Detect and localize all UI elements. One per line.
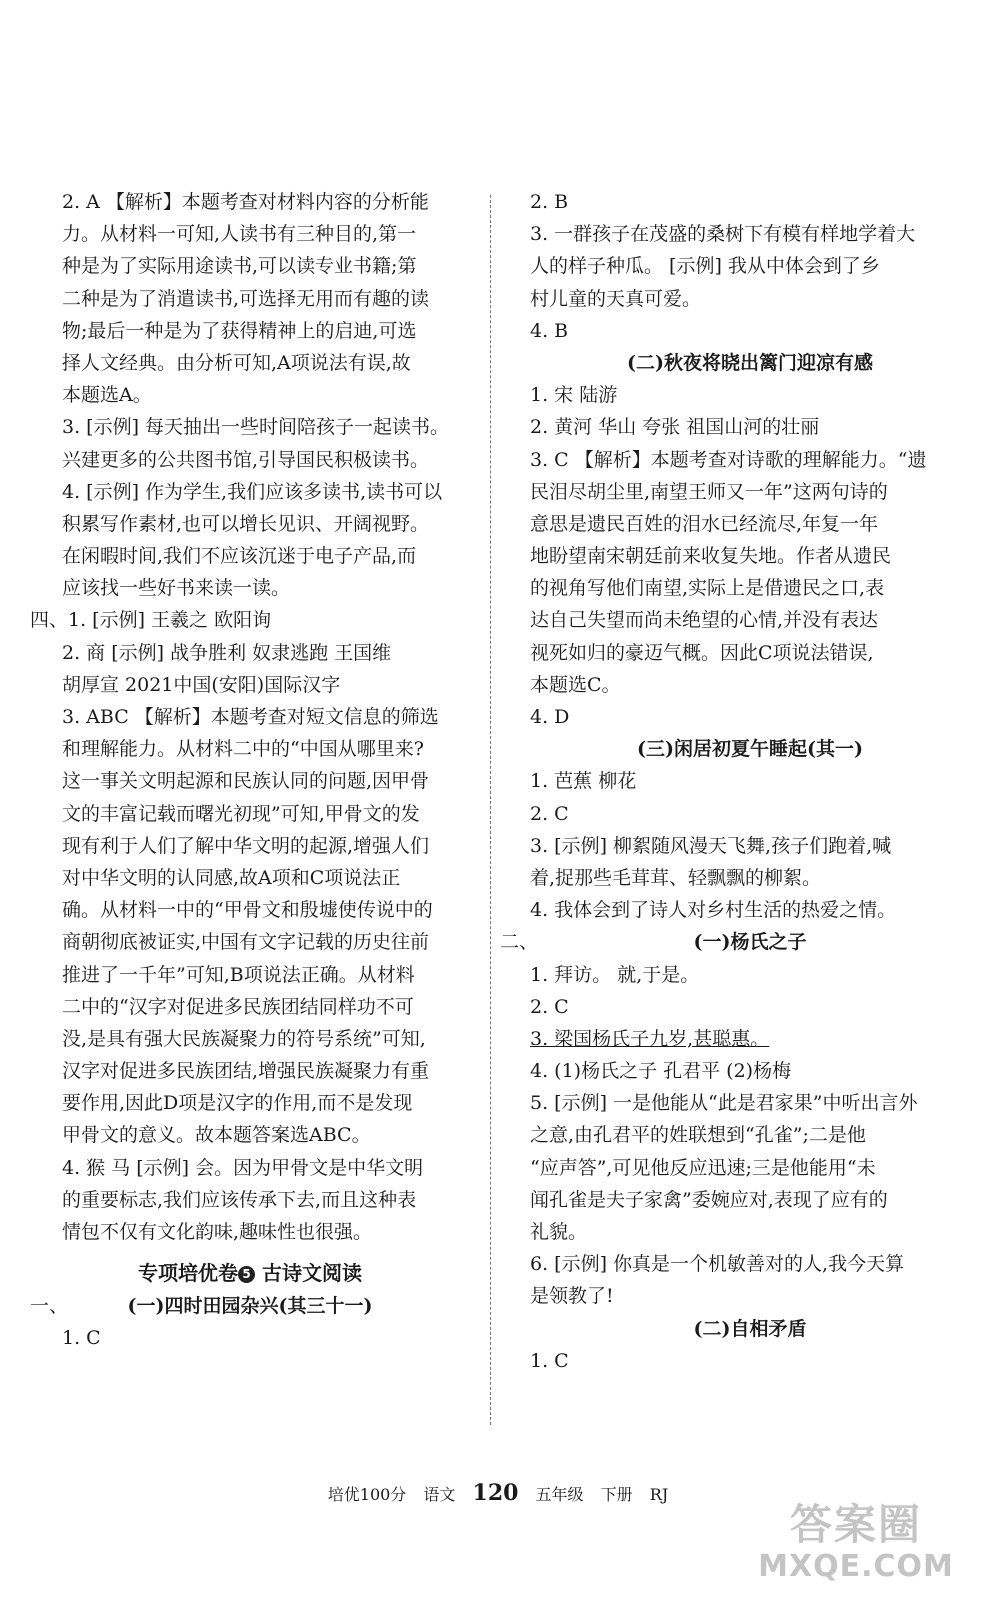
answer-line: “应声答”,可见他反应迅速;三是他能用“未 [530,1156,876,1179]
answer-line: 6. [示例] 你真是一个机敏善对的人,我今天算 [530,1253,905,1276]
answer-line: 村儿童的天真可爱。 [530,287,702,310]
answer-line: 5. [示例] 一是他能从“此是君家果”中听出言外 [530,1092,918,1115]
answer-line: 甲骨文的意义。故本题答案选ABC。 [62,1124,371,1147]
answer-line: 汉字对促进多民族团结,增强民族凝聚力有重 [62,1060,430,1083]
circled-number: 5 [238,1266,255,1283]
answer-line: 四、1. [示例] 王羲之 欧阳询 [30,609,272,632]
answer-line: 2. C [530,995,569,1018]
answer-line: 礼貌。 [530,1221,588,1243]
footer-edition: RJ [649,1485,669,1504]
answer-line: 3. [示例] 每天抽出一些时间陪孩子一起读书。 [62,416,450,439]
answer-line: 1. 宋 陆游 [530,384,618,407]
answer-line: 1. 芭蕉 柳花 [530,770,637,793]
title-suffix: 古诗文阅读 [255,1261,362,1286]
answer-line: 4. 猴 马 [示例] 会。因为甲骨文是中华文明 [62,1156,424,1179]
answer-line: 2. C [530,802,569,825]
answer-line: 地盼望南宋朝廷前来收复失地。作者从遗民 [530,545,892,568]
answer-line: 二种是为了消遣读书,可选择无用而有趣的读 [62,287,430,310]
footer-subject: 语文 [423,1485,456,1504]
section-title: (二)自相矛盾 [693,1317,807,1340]
answer-line: 之意,由孔君平的姓联想到“孔雀”;二是他 [530,1124,866,1147]
answer-line: 民泪尽胡尘里,南望王师又一年”这两句诗的 [530,480,888,503]
answer-line: 4. [示例] 作为学生,我们应该多读书,读书可以 [62,480,443,503]
answer-line: 视死如归的豪迈气概。因此C项说法错误, [530,641,874,664]
column-divider [490,195,491,1425]
answer-line: 3. ABC 【解析】本题考查对短文信息的筛选 [62,706,439,728]
answer-line: 物;最后一种是为了获得精神上的启迪,可选 [62,319,417,342]
section-title: (一)杨氏之子 [693,931,807,954]
answer-line: 达自己失望而尚未绝望的心情,并没有表达 [530,609,879,632]
answer-line: 1. C [62,1327,101,1350]
answer-line: 应该找一些好书来读一读。 [62,577,291,600]
answer-line: 这一事关文明起源和民族认同的问题,因甲骨 [62,770,430,793]
answer-line: 胡厚宣 2021中国(安阳)国际汉字 [62,673,341,696]
answer-line: 3. C 【解析】本题考查对诗歌的理解能力。“遗 [530,448,927,471]
answer-line: 闻孔雀是夫子家禽”委婉应对,表现了应有的 [530,1188,888,1211]
section-title: (一)四时田园杂兴(其三十一) [127,1295,373,1318]
answer-line: 是领教了! [530,1285,614,1308]
part-number: 二、 [500,931,539,954]
answer-line: 3. 一群孩子在茂盛的桑树下有模有样地学着大 [530,223,916,246]
watermark-bottom: MXQE.COM [758,1549,954,1584]
answer-line [30,1290,470,1322]
answer-line: 积累写作素材,也可以增长见识、开阔视野。 [62,512,430,535]
answer-line: 4. 我体会到了诗人对乡村生活的热爱之情。 [530,899,897,922]
answer-line: 和理解能力。从材料二中的“中国从哪里来? [62,738,424,761]
answer-line: 2. B [530,191,569,213]
answer-line: 意思是遗民百姓的泪水已经流尽,年复一年 [530,512,879,535]
answer-line: 2. 黄河 华山 夸张 祖国山河的壮丽 [530,416,820,439]
answer-line: 没,是具有强大民族凝聚力的符号系统”可知, [62,1027,426,1050]
underlined-answer: 3. 梁国杨氏子九岁,甚聪惠。 [530,1027,770,1050]
section-title: (三)闲居初夏午睡起(其一) [637,738,863,761]
answer-line: 情包不仅有文化韵味,趣味性也很强。 [62,1221,373,1243]
answer-line: 力。从材料一可知,人读书有三种目的,第一 [62,223,417,246]
right-column [500,186,970,1377]
answer-line: 3. [示例] 柳絮随风漫天飞舞,孩子们跑着,喊 [530,834,892,857]
answer-line: 4. (1)杨氏之子 孔君平 (2)杨梅 [530,1060,792,1083]
section-header [500,926,970,958]
footer-grade: 五年级 [535,1485,584,1504]
answer-line: 本题选C。 [530,673,621,696]
answer-line: 文的丰富记载而曙光初现”可知,甲骨文的发 [62,802,420,825]
answer-line: 2. 商 [示例] 战争胜利 奴隶逃跑 王国维 [62,641,392,664]
special-section-title [30,1256,470,1290]
answer-line: 本题选A。 [62,384,152,407]
watermark-top: 答案圈 [789,1500,922,1549]
answer-line: 对中华文明的认同感,故A项和C项说法正 [62,866,401,889]
answer-line: 确。从材料一中的“甲骨文和殷墟使传说中的 [62,899,433,922]
title-prefix: 专项培优卷 [138,1261,239,1286]
answer-line: 二中的“汉字对促进多民族团结同样功不可 [62,995,414,1018]
footer-term: 下册 [600,1485,633,1504]
answer-line: 要作用,因此D项是汉字的作用,而不是发现 [62,1092,413,1115]
answer-line: 的重要标志,我们应该传承下去,而且这种表 [62,1188,417,1211]
left-column [30,186,470,1355]
answer-line: 人的样子种瓜。 [示例] 我从中体会到了乡 [530,255,880,278]
answer-line: 兴建更多的公共图书馆,引导国民积极读书。 [62,448,430,471]
answer-line: 商朝彻底被证实,中国有文字记载的历史往前 [62,931,430,954]
watermark-logo [746,1500,966,1590]
answer-line: 在闲暇时间,我们不应该沉迷于电子产品,而 [62,545,417,568]
page-number: 120 [472,1480,519,1506]
answer-line: 4. D [530,706,570,728]
footer-book: 培优100分 [327,1485,407,1504]
answer-line: 择人文经典。由分析可知,A项说法有误,故 [62,351,411,374]
answer-line: 推进了一千年”可知,B项说法正确。从材料 [62,963,415,986]
section-title: (二)秋夜将晓出篱门迎凉有感 [627,351,873,374]
answer-line: 现有利于人们了解中华文明的起源,增强人们 [62,834,430,857]
answer-line: 1. 拜访。 就,于是。 [530,963,700,986]
answer-line: 1. C [530,1349,569,1372]
answer-line: 的视角写他们南望,实际上是借遗民之口,表 [530,577,885,600]
answer-line [530,1023,970,1055]
answer-line: 2. A 【解析】本题考查对材料内容的分析能 [62,191,429,213]
part-number: 一、 [30,1295,69,1318]
answer-line: 4. B [530,319,569,342]
answer-line: 种是为了实际用途读书,可以读专业书籍;第 [62,255,417,278]
answer-line: 着,捉那些毛茸茸、轻飘飘的柳絮。 [530,866,822,889]
